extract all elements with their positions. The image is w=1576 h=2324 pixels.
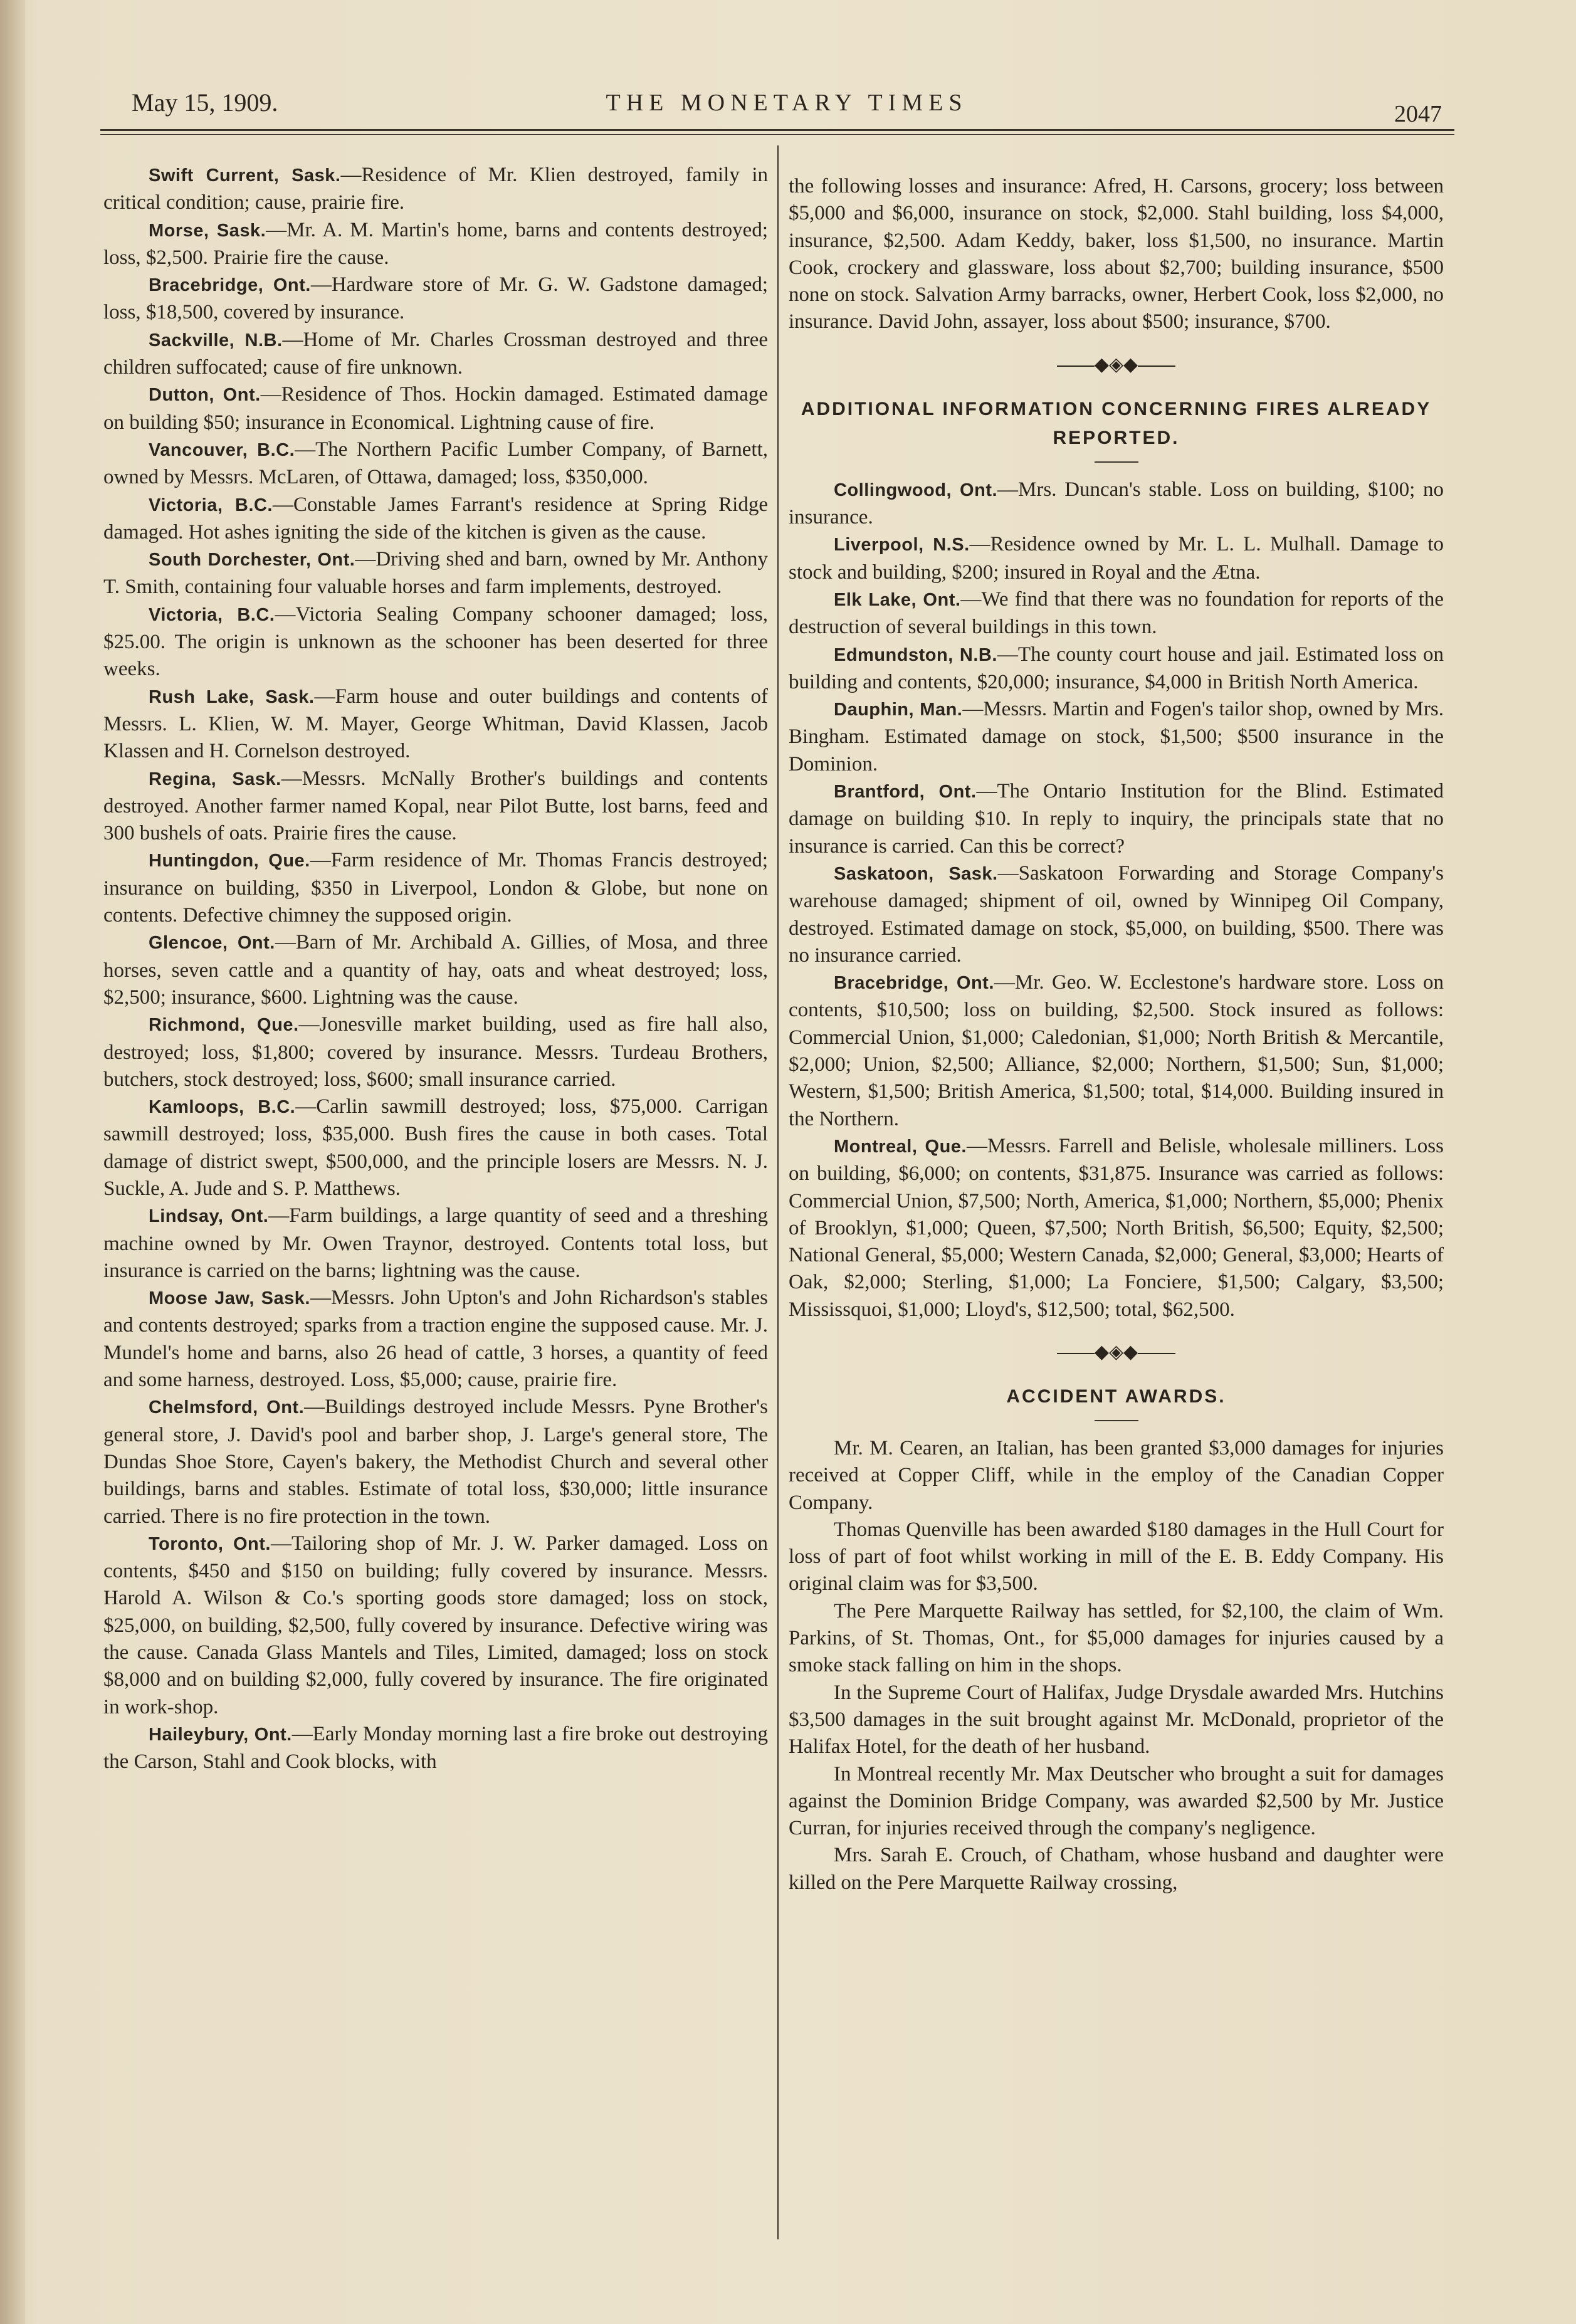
header-rule-thin bbox=[100, 134, 1454, 135]
report-text: —Home of Mr. Charles Crossman destroyed and three children suffocated; cause of fire unknown. bbox=[103, 328, 768, 379]
page-number: 2047 bbox=[1394, 101, 1442, 127]
report-place: Morse, Sask. bbox=[149, 220, 266, 241]
fire-report bbox=[103, 1530, 768, 1721]
report-place: Montreal, Que. bbox=[834, 1136, 967, 1157]
award-paragraph: Mr. M. Cearen, an Italian, has been granted $3,000 damages for injuries received at Copper Cliff, while in the employ of the Canadian Copper Company. bbox=[789, 1436, 1444, 1514]
report-text: —Residence owned by Mr. L. L. Mulhall. Damage to stock and building, $200; insured in Royal and the Ætna. bbox=[789, 533, 1444, 584]
fire-report bbox=[103, 601, 768, 683]
report-text: —Hardware store of Mr. G. W. Gadstone damaged; loss, $18,500, covered by insurance. bbox=[103, 273, 769, 324]
report-text: —The Northern Pacific Lumber Company, of Barnett, owned by Messrs. McLaren, of Ottawa, damaged; loss, $350,000. bbox=[103, 438, 768, 489]
report-place: Richmond, Que. bbox=[149, 1015, 299, 1036]
fire-report bbox=[103, 1285, 768, 1394]
fire-report bbox=[103, 1394, 768, 1530]
report-text: —Messrs. John Upton's and John Richardson's stables and contents destroyed; sparks from a traction engine the supposed cause. Mr. J. Mundel's home and barns, also 26 head of cattle, 3 horses, a quantity of feed and some harness, destroyed. Loss, $5,000; cause, prairie fire. bbox=[103, 1286, 768, 1392]
additional-report bbox=[789, 476, 1444, 532]
section-ornament: ◆◈◆ bbox=[789, 352, 1444, 377]
report-text: —Victoria Sealing Company schooner damaged; loss, $25.00. The origin is unknown as the schooner has been deserted for three weeks. bbox=[103, 602, 768, 681]
fire-report bbox=[103, 327, 768, 382]
report-place: Vancouver, B.C. bbox=[149, 439, 295, 460]
additional-report bbox=[789, 969, 1444, 1133]
additional-report bbox=[789, 860, 1444, 969]
additional-report bbox=[789, 586, 1444, 641]
continued-report: the following losses and insurance: Afred, H. Carsons, grocery; loss between $5,000 and $6,000, insurance on stock, $2,000. Stahl building, loss $4,000, insurance, $2,500. Adam Keddy, baker, loss $1,500, no insurance. Martin Cook, crockery and glassware, loss about $2,700; building insurance, $500 none on stock. Salvation Army barracks, owner, Herbert Cook, loss $2,000, no insurance. David John, assayer, loss about $500; insurance, $700. bbox=[789, 175, 1444, 334]
report-text: —Mr. A. M. Martin's home, barns and contents destroyed; loss, $2,500. Prairie fire the cause. bbox=[103, 218, 768, 269]
report-place: Haileybury, Ont. bbox=[149, 1724, 292, 1745]
fire-report bbox=[103, 929, 768, 1011]
report-place: Regina, Sask. bbox=[149, 769, 281, 789]
fire-report bbox=[103, 492, 768, 547]
report-place: Victoria, B.C. bbox=[149, 604, 275, 625]
report-text: —Residence of Thos. Hockin damaged. Estimated damage on building $50; insurance in Economical. Lightning cause of fire. bbox=[103, 383, 768, 434]
additional-report bbox=[789, 778, 1444, 860]
heading-rule bbox=[1095, 1420, 1138, 1421]
publication-title: THE MONETARY TIMES bbox=[606, 90, 968, 116]
accident-awards bbox=[789, 1435, 1444, 1896]
report-place: Edmundston, N.B. bbox=[834, 644, 997, 665]
binding-edge bbox=[0, 0, 25, 2324]
report-text: —Farm house and outer buildings and contents of Messrs. L. Klien, W. M. Mayer, George Whitman, David Klassen, Jacob Klassen and H. Cornelson destroyed. bbox=[103, 685, 768, 763]
report-place: Sackville, N.B. bbox=[149, 330, 283, 350]
report-place: Collingwood, Ont. bbox=[834, 480, 998, 500]
heading-rule bbox=[1095, 461, 1138, 463]
report-text: —Carlin sawmill destroyed; loss, $75,000. Carrigan sawmill destroyed; loss, $35,000. Bush fires the cause in both cases. Total damage of district swept, $500,000, and the principle losers are Messrs. N. J. Suckle, A. Jude and S. P. Matthews. bbox=[103, 1095, 768, 1200]
report-text: —The county court house and jail. Estimated loss on building and contents, $20,000; insurance, $4,000 in British North America. bbox=[789, 643, 1444, 693]
additional-report bbox=[789, 696, 1444, 778]
report-place: Glencoe, Ont. bbox=[149, 933, 275, 954]
report-text: —Messrs. Martin and Fogen's tailor shop, owned by Mrs. Bingham. Estimated damage on stock, $1,500; $500 insurance in the Dominion. bbox=[789, 698, 1444, 776]
report-place: Rush Lake, Sask. bbox=[149, 686, 315, 707]
report-place: Liverpool, N.S. bbox=[834, 535, 970, 555]
fire-report bbox=[103, 1202, 768, 1285]
report-text: —Messrs. McNally Brother's buildings and contents destroyed. Another farmer named Kopal, near Pilot Butte, lost barns, feed and 300 bushels of oats. Prairie fires the cause. bbox=[103, 767, 769, 845]
fire-report bbox=[103, 765, 768, 848]
fire-report bbox=[103, 162, 768, 217]
report-place: Chelmsford, Ont. bbox=[149, 1397, 305, 1418]
report-place: Toronto, Ont. bbox=[149, 1533, 271, 1554]
fire-report bbox=[103, 1011, 768, 1093]
header-date: May 15, 1909. bbox=[132, 88, 278, 117]
report-text: —The Ontario Institution for the Blind. Estimated damage on building $10. In reply to inquiry, the principals state that no insurance is carried. Can this be correct? bbox=[789, 780, 1444, 858]
report-place: Huntingdon, Que. bbox=[149, 851, 310, 871]
column-divider bbox=[777, 145, 779, 2239]
fire-report bbox=[103, 1093, 768, 1202]
award-paragraph: Mrs. Sarah E. Crouch, of Chatham, whose husband and daughter were killed on the Pere Marquette Railway crossing, bbox=[789, 1844, 1444, 1894]
report-text: —Saskatoon Forwarding and Storage Company's warehouse damaged; shipment of oil, owned by Winnipeg Oil Company, destroyed. Estimated damage on stock, $5,000, on building, $500. There was no insurance carried. bbox=[789, 861, 1444, 967]
report-text: —Tailoring shop of Mr. J. W. Parker damaged. Loss on contents, $450 and $150 on building; fully covered by insurance. Messrs. Harold A. Wilson & Co.'s sporting goods store damaged; loss on stock, $25,000, on building, $2,500, fully covered by insurance. Defective wiring was the cause. Canada Glass Mantels and Tiles, Limited, damaged; loss on stock $8,000 and on building $2,000, fully covered by insurance. The fire originated in work-shop. bbox=[103, 1532, 768, 1718]
report-text: —Mr. Geo. W. Ecclestone's hardware store. Loss on contents, $10,500; loss on building, $2,500. Stock insured as follows: Commercial Union, $1,000; Caledonian, $1,000; North British & Mercantile, $2,000; Union, $2,500; Alliance, $2,000; Northern, $1,500; Sun, $1,000; Western, $1,500; British America, $1,500; total, $14,000. Building insured in the Northern. bbox=[789, 971, 1444, 1130]
report-place: Bracebridge, Ont. bbox=[834, 973, 994, 994]
fire-report bbox=[103, 546, 768, 601]
additional-report bbox=[789, 1133, 1444, 1323]
fire-report bbox=[103, 1721, 768, 1776]
header-rule bbox=[100, 129, 1454, 131]
additional-report bbox=[789, 641, 1444, 697]
report-text: —Jonesville market building, used as fire hall also, destroyed; loss, $1,800; covered by insurance. Messrs. Turdeau Brothers, butchers, stock destroyed; loss, $600; small insurance carried. bbox=[103, 1013, 768, 1091]
fire-report bbox=[103, 847, 768, 929]
additional-report bbox=[789, 531, 1444, 586]
page-header bbox=[132, 88, 1442, 125]
report-text: —Messrs. Farrell and Belisle, wholesale milliners. Loss on building, $6,000; on contents, $31,875. Insurance was carried as follows: Commercial Union, $7,500; North, America, $1,000; Northern, $5,000; Phenix of Brooklyn, $1,000; Queen, $7,500; North British, $6,500; Equity, $2,500; National General, $5,000; Western Canada, $2,000; General, $3,000; Hearts of Oak, $2,000; Sterling, $1,000; La Fonciere, $1,500; Calgary, $3,500; Mississquoi, $1,000; Lloyd's, $12,500; total, $62,500. bbox=[789, 1134, 1444, 1321]
report-text: —Buildings destroyed include Messrs. Pyne Brother's general store, J. David's pool and barber shop, J. Large's general store, The Dundas Shoe Store, Cayen's bakery, the Methodist Church and several other buildings, barns and stables. Estimate of total loss, $30,000; little insurance carried. There is no fire protection in the town. bbox=[103, 1396, 768, 1528]
report-place: Brantford, Ont. bbox=[834, 782, 977, 802]
report-text: —Mrs. Duncan's stable. Loss on building, $100; no insurance. bbox=[789, 478, 1444, 529]
report-text: —Farm buildings, a large quantity of seed and a threshing machine owned by Mr. Owen Traynor, destroyed. Contents total loss, but insurance is carried on the barns; lightning was the cause. bbox=[103, 1204, 768, 1282]
fire-report bbox=[103, 683, 768, 765]
report-text: —Driving shed and barn, owned by Mr. Anthony T. Smith, containing four valuable horses and farm implements, destroyed. bbox=[103, 548, 768, 599]
fire-report bbox=[103, 217, 768, 272]
section-ornament: ◆◈◆ bbox=[789, 1340, 1444, 1365]
report-place: Elk Lake, Ont. bbox=[834, 589, 961, 610]
report-place: Dutton, Ont. bbox=[149, 385, 261, 406]
report-text: —Farm residence of Mr. Thomas Francis destroyed; insurance on building, $350 in Liverpool, London & Globe, but none on contents. Defective chimney the supposed origin. bbox=[103, 849, 769, 927]
award-paragraph: In Montreal recently Mr. Max Deutscher who brought a suit for damages against the Dominion Bridge Company, was awarded $2,500 by Mr. Justice Curran, for injuries received through the company's negligence. bbox=[789, 1762, 1444, 1840]
fire-report bbox=[103, 436, 768, 492]
report-place: South Dorchester, Ont. bbox=[149, 550, 355, 570]
report-place: Victoria, B.C. bbox=[149, 495, 273, 515]
award-paragraph: The Pere Marquette Railway has settled, for $2,100, the claim of Wm. Parkins, of St. Thomas, Ont., for $5,000 damages for injuries caused by a smoke stack falling on him in the shops. bbox=[789, 1599, 1444, 1677]
report-text: —Barn of Mr. Archibald A. Gillies, of Mosa, and three horses, seven cattle and a quantity of hay, oats and wheat destroyed; loss, $2,500; insurance, $600. Lightning was the cause. bbox=[103, 931, 769, 1009]
report-text: —We find that there was no foundation for reports of the destruction of several buildings in this town. bbox=[789, 587, 1444, 639]
section-heading-additional: ADDITIONAL INFORMATION CONCERNING FIRES ALREADY REPORTED. bbox=[801, 398, 1432, 448]
report-place: Kamloops, B.C. bbox=[149, 1097, 296, 1118]
section-heading-awards: ACCIDENT AWARDS. bbox=[1006, 1385, 1226, 1407]
report-place: Bracebridge, Ont. bbox=[149, 275, 311, 296]
report-text: —Residence of Mr. Klien destroyed, family in critical condition; cause, prairie fire. bbox=[103, 164, 768, 214]
right-column bbox=[789, 173, 1444, 1896]
report-place: Moose Jaw, Sask. bbox=[149, 1288, 310, 1309]
report-place: Saskatoon, Sask. bbox=[834, 863, 998, 884]
report-text: —Early Monday morning last a fire broke out destroying the Carson, Stahl and Cook blocks, with bbox=[103, 1722, 768, 1774]
award-paragraph: In the Supreme Court of Halifax, Judge Drysdale awarded Mrs. Hutchins $3,500 damages in the suit brought against Mr. McDonald, proprietor of the Halifax Hotel, for the death of her husband. bbox=[789, 1681, 1444, 1759]
report-text: —Constable James Farrant's residence at Spring Ridge damaged. Hot ashes igniting the side of the kitchen is given as the cause. bbox=[103, 493, 768, 544]
fire-report bbox=[103, 381, 768, 436]
award-paragraph: Thomas Quenville has been awarded $180 damages in the Hull Court for loss of part of foot whilst working in mill of the E. B. Eddy Company. His original claim was for $3,500. bbox=[789, 1518, 1444, 1596]
report-place: Lindsay, Ont. bbox=[149, 1206, 269, 1227]
report-place: Swift Current, Sask. bbox=[149, 166, 341, 186]
report-place: Dauphin, Man. bbox=[834, 700, 963, 720]
left-column bbox=[103, 162, 768, 1776]
fire-report bbox=[103, 271, 768, 327]
